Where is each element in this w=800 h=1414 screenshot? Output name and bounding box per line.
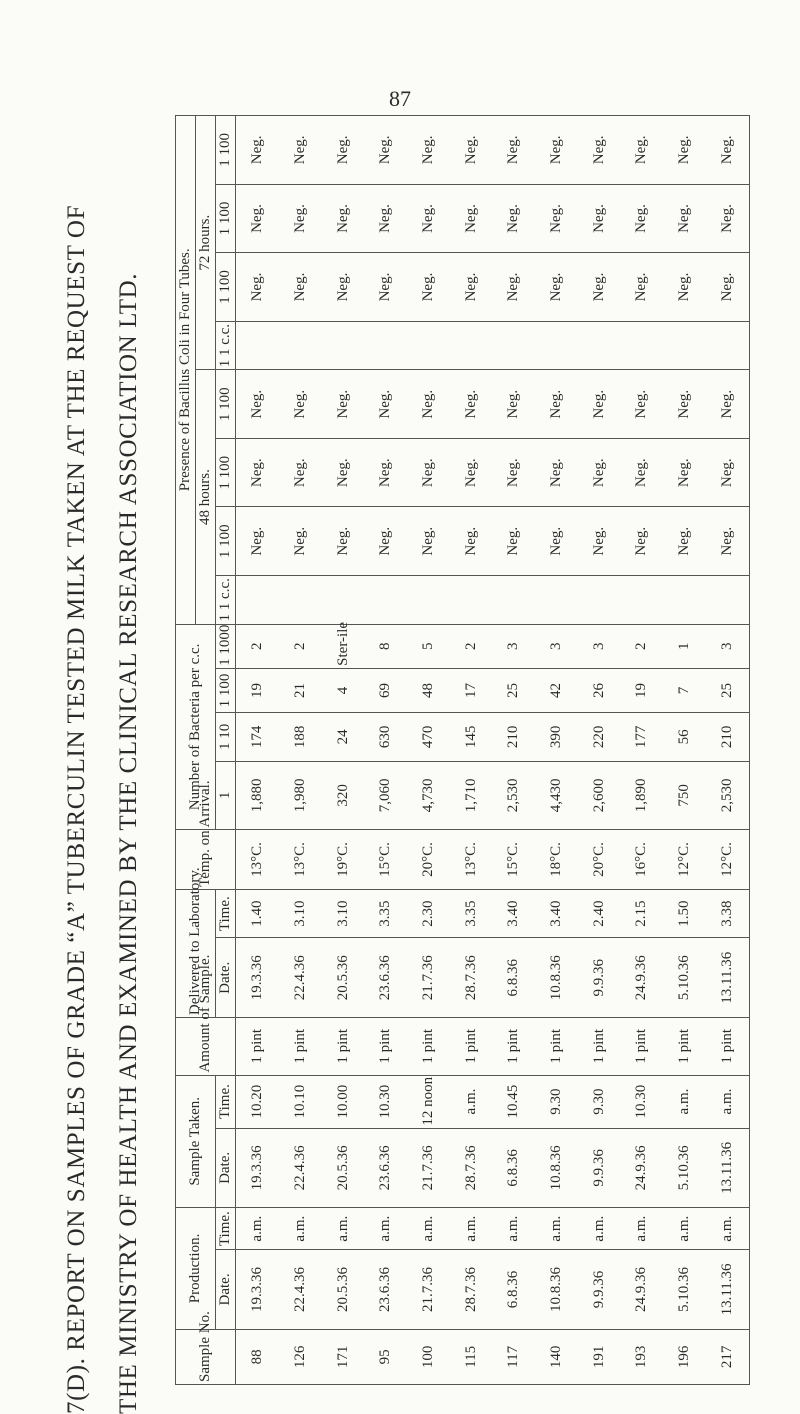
table-row bbox=[535, 116, 578, 1385]
cell-tube-72-2: Neg. bbox=[620, 253, 663, 322]
cell-bacteria-1000: 2 bbox=[620, 624, 663, 668]
cell-bacteria-10: 390 bbox=[535, 713, 578, 762]
cell-production-time: a.m. bbox=[365, 1208, 408, 1250]
cell-tube-48-3: Neg. bbox=[706, 438, 750, 507]
cell-tube-72-1 bbox=[365, 321, 408, 370]
cell-delivered-time: 3.10 bbox=[322, 889, 365, 938]
cell-tube-48-2: Neg. bbox=[407, 507, 450, 576]
cell-sample-no: 115 bbox=[450, 1329, 493, 1384]
cell-bacteria-10: 56 bbox=[663, 713, 706, 762]
cell-bacteria-1: 320 bbox=[322, 761, 365, 830]
cell-production-date: 22.4.36 bbox=[279, 1250, 322, 1330]
cell-delivered-date: 23.6.36 bbox=[365, 938, 408, 1018]
header-delivered: Delivered to Laboratory. bbox=[176, 889, 216, 1017]
cell-taken-time: 10.30 bbox=[365, 1075, 408, 1128]
cell-bacteria-1: 750 bbox=[663, 761, 706, 830]
cell-tube-72-2: Neg. bbox=[322, 253, 365, 322]
cell-bacteria-10: 210 bbox=[492, 713, 535, 762]
cell-bacteria-100: 42 bbox=[535, 668, 578, 712]
cell-tube-48-1 bbox=[706, 575, 750, 624]
cell-tube-72-1 bbox=[407, 321, 450, 370]
caption-line-2: THE MINISTRY OF HEALTH AND EXAMINED BY THE CLINICAL RESEARCH ASSOCIATION LTD. bbox=[115, 272, 142, 1414]
header-delivered-date: Date. bbox=[216, 938, 236, 1018]
cell-taken-date: 21.7.36 bbox=[407, 1128, 450, 1208]
cell-production-date: 10.8.36 bbox=[535, 1250, 578, 1330]
cell-tube-72-4: Neg. bbox=[365, 116, 408, 185]
header-72-tube-4: 1 100 bbox=[216, 116, 236, 185]
cell-bacteria-100: 4 bbox=[322, 668, 365, 712]
cell-tube-48-1 bbox=[450, 575, 493, 624]
cell-production-time: a.m. bbox=[279, 1208, 322, 1250]
cell-delivered-time: 3.40 bbox=[535, 889, 578, 938]
cell-temp: 13°C. bbox=[279, 830, 322, 890]
header-taken-date: Date. bbox=[216, 1128, 236, 1208]
cell-delivered-date: 9.9.36 bbox=[578, 938, 621, 1018]
cell-tube-48-2: Neg. bbox=[322, 507, 365, 576]
cell-tube-48-3: Neg. bbox=[620, 438, 663, 507]
cell-tube-72-1 bbox=[236, 321, 280, 370]
cell-bacteria-1: 1,880 bbox=[236, 761, 280, 830]
cell-production-date: 24.9.36 bbox=[620, 1250, 663, 1330]
table-row bbox=[450, 116, 493, 1385]
cell-bacteria-1: 7,060 bbox=[365, 761, 408, 830]
header-bacteria-1000: 1 1000 bbox=[216, 624, 236, 668]
cell-delivered-date: 19.3.36 bbox=[236, 938, 280, 1018]
header-temp: Temp. on Arrival. bbox=[176, 830, 236, 890]
cell-bacteria-10: 630 bbox=[365, 713, 408, 762]
cell-tube-72-1 bbox=[663, 321, 706, 370]
cell-sample-no: 100 bbox=[407, 1329, 450, 1384]
table-caption bbox=[45, 74, 155, 1414]
results-table bbox=[175, 115, 750, 1385]
cell-tube-48-3: Neg. bbox=[535, 438, 578, 507]
cell-tube-72-2: Neg. bbox=[663, 253, 706, 322]
header-48-tube-4: 1 100 bbox=[216, 370, 236, 439]
cell-temp: 18°C. bbox=[535, 830, 578, 890]
cell-amount: 1 pint bbox=[578, 1018, 621, 1075]
cell-tube-72-2: Neg. bbox=[407, 253, 450, 322]
cell-taken-date: 9.9.36 bbox=[578, 1128, 621, 1208]
cell-tube-72-3: Neg. bbox=[706, 184, 750, 253]
header-48-tube-2: 1 100 bbox=[216, 507, 236, 576]
cell-sample-no: 217 bbox=[706, 1329, 750, 1384]
cell-taken-date: 5.10.36 bbox=[663, 1128, 706, 1208]
cell-bacteria-10: 188 bbox=[279, 713, 322, 762]
cell-tube-48-2: Neg. bbox=[450, 507, 493, 576]
header-sample-taken: Sample Taken. bbox=[176, 1075, 216, 1208]
cell-tube-48-3: Neg. bbox=[322, 438, 365, 507]
cell-tube-48-1 bbox=[620, 575, 663, 624]
cell-temp: 20°C. bbox=[407, 830, 450, 890]
cell-bacteria-1000: 2 bbox=[279, 624, 322, 668]
cell-taken-date: 6.8.36 bbox=[492, 1128, 535, 1208]
table-row bbox=[236, 116, 280, 1385]
cell-tube-72-2: Neg. bbox=[279, 253, 322, 322]
header-presence: Presence of Bacillus Coli in Four Tubes. bbox=[176, 116, 196, 625]
cell-production-time: a.m. bbox=[407, 1208, 450, 1250]
cell-bacteria-1000: 2 bbox=[450, 624, 493, 668]
cell-bacteria-1000: 3 bbox=[578, 624, 621, 668]
cell-tube-72-3: Neg. bbox=[492, 184, 535, 253]
cell-tube-72-4: Neg. bbox=[663, 116, 706, 185]
cell-tube-48-3: Neg. bbox=[279, 438, 322, 507]
cell-production-time: a.m. bbox=[450, 1208, 493, 1250]
cell-bacteria-1000: 8 bbox=[365, 624, 408, 668]
cell-tube-72-3: Neg. bbox=[322, 184, 365, 253]
cell-production-time: a.m. bbox=[663, 1208, 706, 1250]
cell-production-date: 9.9.36 bbox=[578, 1250, 621, 1330]
cell-bacteria-1000: 2 bbox=[236, 624, 280, 668]
cell-bacteria-1: 4,730 bbox=[407, 761, 450, 830]
cell-tube-72-1 bbox=[322, 321, 365, 370]
cell-tube-48-2: Neg. bbox=[663, 507, 706, 576]
cell-tube-48-4: Neg. bbox=[236, 370, 280, 439]
cell-production-time: a.m. bbox=[535, 1208, 578, 1250]
cell-tube-48-2: Neg. bbox=[279, 507, 322, 576]
cell-sample-no: 117 bbox=[492, 1329, 535, 1384]
header-bacteria-100: 1 100 bbox=[216, 668, 236, 712]
cell-amount: 1 pint bbox=[450, 1018, 493, 1075]
header-48-tube-1: 1 1 c.c. bbox=[216, 575, 236, 624]
cell-tube-48-2: Neg. bbox=[620, 507, 663, 576]
cell-tube-72-3: Neg. bbox=[663, 184, 706, 253]
cell-temp: 15°C. bbox=[492, 830, 535, 890]
cell-bacteria-1000: 1 bbox=[663, 624, 706, 668]
cell-tube-72-2: Neg. bbox=[578, 253, 621, 322]
cell-production-date: 23.6.36 bbox=[365, 1250, 408, 1330]
cell-tube-72-3: Neg. bbox=[578, 184, 621, 253]
cell-sample-no: 95 bbox=[365, 1329, 408, 1384]
cell-taken-date: 13.11.36 bbox=[706, 1128, 750, 1208]
header-production-time: Time. bbox=[216, 1208, 236, 1250]
cell-production-date: 6.8.36 bbox=[492, 1250, 535, 1330]
cell-tube-72-2: Neg. bbox=[535, 253, 578, 322]
header-delivered-time: Time. bbox=[216, 889, 236, 938]
cell-tube-48-3: Neg. bbox=[407, 438, 450, 507]
cell-temp: 15°C. bbox=[365, 830, 408, 890]
header-sample-no: Sample No. bbox=[176, 1329, 236, 1384]
header-72-tube-1: 1 1 c.c. bbox=[216, 321, 236, 370]
cell-tube-48-4: Neg. bbox=[620, 370, 663, 439]
cell-tube-48-3: Neg. bbox=[578, 438, 621, 507]
cell-tube-48-1 bbox=[492, 575, 535, 624]
cell-production-time: a.m. bbox=[492, 1208, 535, 1250]
cell-tube-72-4: Neg. bbox=[492, 116, 535, 185]
header-48-hours: 48 hours. bbox=[196, 370, 216, 624]
cell-tube-72-4: Neg. bbox=[620, 116, 663, 185]
table-row bbox=[407, 116, 450, 1385]
header-72-tube-2: 1 100 bbox=[216, 253, 236, 322]
cell-bacteria-100: 25 bbox=[706, 668, 750, 712]
cell-tube-72-4: Neg. bbox=[407, 116, 450, 185]
cell-amount: 1 pint bbox=[407, 1018, 450, 1075]
cell-taken-date: 10.8.36 bbox=[535, 1128, 578, 1208]
cell-amount: 1 pint bbox=[322, 1018, 365, 1075]
cell-tube-72-4: Neg. bbox=[535, 116, 578, 185]
cell-temp: 13°C. bbox=[236, 830, 280, 890]
cell-bacteria-1: 2,530 bbox=[492, 761, 535, 830]
cell-bacteria-100: 26 bbox=[578, 668, 621, 712]
cell-delivered-time: 3.35 bbox=[365, 889, 408, 938]
cell-taken-date: 20.5.36 bbox=[322, 1128, 365, 1208]
cell-production-time: a.m. bbox=[620, 1208, 663, 1250]
cell-amount: 1 pint bbox=[535, 1018, 578, 1075]
cell-delivered-date: 24.9.36 bbox=[620, 938, 663, 1018]
cell-taken-time: 9.30 bbox=[578, 1075, 621, 1128]
cell-tube-48-1 bbox=[578, 575, 621, 624]
cell-bacteria-100: 19 bbox=[236, 668, 280, 712]
cell-taken-date: 24.9.36 bbox=[620, 1128, 663, 1208]
cell-sample-no: 191 bbox=[578, 1329, 621, 1384]
cell-bacteria-1: 4,430 bbox=[535, 761, 578, 830]
table-row bbox=[663, 116, 706, 1385]
table-row bbox=[365, 116, 408, 1385]
cell-tube-72-3: Neg. bbox=[450, 184, 493, 253]
caption-line-1: 7(D). REPORT ON SAMPLES OF GRADE “A” TUBERCULIN TESTED MILK TAKEN AT THE REQUEST OF bbox=[63, 204, 90, 1414]
cell-delivered-date: 5.10.36 bbox=[663, 938, 706, 1018]
cell-tube-48-3: Neg. bbox=[450, 438, 493, 507]
cell-taken-time: 10.20 bbox=[236, 1075, 280, 1128]
cell-bacteria-100: 25 bbox=[492, 668, 535, 712]
cell-delivered-date: 13.11.36 bbox=[706, 938, 750, 1018]
cell-tube-72-2: Neg. bbox=[450, 253, 493, 322]
header-bacteria-10: 1 10 bbox=[216, 713, 236, 762]
cell-bacteria-10: 210 bbox=[706, 713, 750, 762]
cell-tube-72-1 bbox=[450, 321, 493, 370]
cell-bacteria-10: 174 bbox=[236, 713, 280, 762]
cell-bacteria-10: 145 bbox=[450, 713, 493, 762]
cell-delivered-time: 1.50 bbox=[663, 889, 706, 938]
cell-delivered-time: 3.40 bbox=[492, 889, 535, 938]
cell-tube-48-4: Neg. bbox=[663, 370, 706, 439]
cell-bacteria-1: 1,710 bbox=[450, 761, 493, 830]
cell-taken-time: 10.30 bbox=[620, 1075, 663, 1128]
cell-amount: 1 pint bbox=[279, 1018, 322, 1075]
table-row bbox=[706, 116, 750, 1385]
cell-taken-time: a.m. bbox=[706, 1075, 750, 1128]
cell-production-time: a.m. bbox=[706, 1208, 750, 1250]
cell-bacteria-100: 21 bbox=[279, 668, 322, 712]
cell-production-date: 20.5.36 bbox=[322, 1250, 365, 1330]
cell-tube-72-4: Neg. bbox=[706, 116, 750, 185]
cell-sample-no: 196 bbox=[663, 1329, 706, 1384]
cell-tube-48-2: Neg. bbox=[535, 507, 578, 576]
cell-bacteria-100: 69 bbox=[365, 668, 408, 712]
cell-bacteria-1000: 3 bbox=[535, 624, 578, 668]
cell-production-time: a.m. bbox=[236, 1208, 280, 1250]
cell-tube-48-2: Neg. bbox=[578, 507, 621, 576]
cell-tube-48-2: Neg. bbox=[492, 507, 535, 576]
cell-taken-time: 9.30 bbox=[535, 1075, 578, 1128]
cell-sample-no: 193 bbox=[620, 1329, 663, 1384]
cell-tube-72-4: Neg. bbox=[450, 116, 493, 185]
cell-tube-48-4: Neg. bbox=[578, 370, 621, 439]
cell-production-date: 5.10.36 bbox=[663, 1250, 706, 1330]
cell-tube-72-2: Neg. bbox=[365, 253, 408, 322]
cell-taken-time: a.m. bbox=[450, 1075, 493, 1128]
cell-bacteria-1000: 3 bbox=[706, 624, 750, 668]
cell-delivered-time: 2.15 bbox=[620, 889, 663, 938]
cell-tube-48-4: Neg. bbox=[365, 370, 408, 439]
cell-tube-72-3: Neg. bbox=[407, 184, 450, 253]
cell-tube-72-4: Neg. bbox=[322, 116, 365, 185]
cell-delivered-date: 21.7.36 bbox=[407, 938, 450, 1018]
cell-delivered-time: 2.40 bbox=[578, 889, 621, 938]
cell-tube-48-4: Neg. bbox=[492, 370, 535, 439]
cell-delivered-time: 2.30 bbox=[407, 889, 450, 938]
header-production: Production. bbox=[176, 1208, 216, 1330]
cell-delivered-date: 28.7.36 bbox=[450, 938, 493, 1018]
cell-taken-date: 19.3.36 bbox=[236, 1128, 280, 1208]
cell-bacteria-100: 48 bbox=[407, 668, 450, 712]
cell-tube-72-4: Neg. bbox=[578, 116, 621, 185]
cell-tube-72-4: Neg. bbox=[236, 116, 280, 185]
cell-tube-72-2: Neg. bbox=[492, 253, 535, 322]
header-bacteria-1: 1 bbox=[216, 761, 236, 830]
cell-amount: 1 pint bbox=[365, 1018, 408, 1075]
cell-temp: 16°C. bbox=[620, 830, 663, 890]
cell-tube-48-4: Neg. bbox=[279, 370, 322, 439]
table-row bbox=[492, 116, 535, 1385]
cell-bacteria-10: 470 bbox=[407, 713, 450, 762]
cell-amount: 1 pint bbox=[492, 1018, 535, 1075]
cell-temp: 13°C. bbox=[450, 830, 493, 890]
cell-temp: 19°C. bbox=[322, 830, 365, 890]
cell-sample-no: 126 bbox=[279, 1329, 322, 1384]
cell-tube-72-3: Neg. bbox=[279, 184, 322, 253]
cell-taken-time: 10.45 bbox=[492, 1075, 535, 1128]
cell-temp: 12°C. bbox=[706, 830, 750, 890]
cell-tube-72-3: Neg. bbox=[236, 184, 280, 253]
cell-temp: 20°C. bbox=[578, 830, 621, 890]
table-row bbox=[578, 116, 621, 1385]
cell-delivered-time: 3.35 bbox=[450, 889, 493, 938]
cell-taken-time: 12 noon bbox=[407, 1075, 450, 1128]
header-amount: Amount of Sample. bbox=[176, 1018, 236, 1075]
cell-tube-72-1 bbox=[535, 321, 578, 370]
cell-tube-72-2: Neg. bbox=[236, 253, 280, 322]
cell-taken-date: 22.4.36 bbox=[279, 1128, 322, 1208]
cell-tube-48-3: Neg. bbox=[663, 438, 706, 507]
cell-delivered-time: 1.40 bbox=[236, 889, 280, 938]
cell-delivered-date: 20.5.36 bbox=[322, 938, 365, 1018]
cell-production-date: 13.11.36 bbox=[706, 1250, 750, 1330]
cell-tube-72-3: Neg. bbox=[620, 184, 663, 253]
cell-tube-72-3: Neg. bbox=[535, 184, 578, 253]
cell-bacteria-1: 1,890 bbox=[620, 761, 663, 830]
cell-tube-48-1 bbox=[365, 575, 408, 624]
table-row bbox=[322, 116, 365, 1385]
cell-tube-72-1 bbox=[620, 321, 663, 370]
results-table-container bbox=[175, 115, 750, 1385]
header-bacteria: Number of Bacteria per c.c. bbox=[176, 624, 216, 830]
cell-tube-48-2: Neg. bbox=[236, 507, 280, 576]
cell-tube-48-4: Neg. bbox=[535, 370, 578, 439]
cell-tube-48-2: Neg. bbox=[365, 507, 408, 576]
cell-temp: 12°C. bbox=[663, 830, 706, 890]
cell-sample-no: 88 bbox=[236, 1329, 280, 1384]
cell-production-date: 28.7.36 bbox=[450, 1250, 493, 1330]
cell-amount: 1 pint bbox=[663, 1018, 706, 1075]
cell-taken-date: 23.6.36 bbox=[365, 1128, 408, 1208]
cell-delivered-time: 3.38 bbox=[706, 889, 750, 938]
cell-tube-48-2: Neg. bbox=[706, 507, 750, 576]
cell-sample-no: 171 bbox=[322, 1329, 365, 1384]
cell-tube-48-3: Neg. bbox=[236, 438, 280, 507]
cell-tube-48-1 bbox=[279, 575, 322, 624]
cell-tube-72-3: Neg. bbox=[365, 184, 408, 253]
cell-production-date: 21.7.36 bbox=[407, 1250, 450, 1330]
cell-tube-72-1 bbox=[279, 321, 322, 370]
table-row bbox=[279, 116, 322, 1385]
cell-amount: 1 pint bbox=[620, 1018, 663, 1075]
header-72-hours: 72 hours. bbox=[196, 116, 216, 370]
cell-tube-48-4: Neg. bbox=[407, 370, 450, 439]
cell-bacteria-10: 177 bbox=[620, 713, 663, 762]
cell-delivered-time: 3.10 bbox=[279, 889, 322, 938]
cell-tube-72-1 bbox=[578, 321, 621, 370]
header-production-date: Date. bbox=[216, 1250, 236, 1330]
cell-bacteria-100: 17 bbox=[450, 668, 493, 712]
cell-production-time: a.m. bbox=[322, 1208, 365, 1250]
table-row bbox=[620, 116, 663, 1385]
cell-taken-time: a.m. bbox=[663, 1075, 706, 1128]
cell-bacteria-100: 19 bbox=[620, 668, 663, 712]
cell-taken-date: 28.7.36 bbox=[450, 1128, 493, 1208]
cell-tube-72-4: Neg. bbox=[279, 116, 322, 185]
cell-production-date: 19.3.36 bbox=[236, 1250, 280, 1330]
header-72-tube-3: 1 100 bbox=[216, 184, 236, 253]
cell-bacteria-1000: 3 bbox=[492, 624, 535, 668]
header-taken-time: Time. bbox=[216, 1075, 236, 1128]
cell-tube-48-4: Neg. bbox=[322, 370, 365, 439]
cell-bacteria-1000: 5 bbox=[407, 624, 450, 668]
cell-tube-48-1 bbox=[322, 575, 365, 624]
cell-production-time: a.m. bbox=[578, 1208, 621, 1250]
cell-bacteria-1000: Ster-ile bbox=[322, 624, 365, 668]
cell-tube-48-4: Neg. bbox=[450, 370, 493, 439]
cell-bacteria-10: 24 bbox=[322, 713, 365, 762]
cell-delivered-date: 22.4.36 bbox=[279, 938, 322, 1018]
cell-tube-48-1 bbox=[236, 575, 280, 624]
cell-delivered-date: 10.8.36 bbox=[535, 938, 578, 1018]
cell-bacteria-1: 2,530 bbox=[706, 761, 750, 830]
cell-sample-no: 140 bbox=[535, 1329, 578, 1384]
cell-tube-48-1 bbox=[535, 575, 578, 624]
page-number: 87 bbox=[389, 86, 411, 111]
cell-tube-72-2: Neg. bbox=[706, 253, 750, 322]
cell-amount: 1 pint bbox=[236, 1018, 280, 1075]
cell-tube-72-1 bbox=[706, 321, 750, 370]
cell-taken-time: 10.00 bbox=[322, 1075, 365, 1128]
header-48-tube-3: 1 100 bbox=[216, 438, 236, 507]
cell-delivered-date: 6.8.36 bbox=[492, 938, 535, 1018]
cell-bacteria-1: 2,600 bbox=[578, 761, 621, 830]
cell-tube-48-4: Neg. bbox=[706, 370, 750, 439]
cell-bacteria-1: 1,980 bbox=[279, 761, 322, 830]
cell-tube-48-1 bbox=[407, 575, 450, 624]
cell-tube-48-3: Neg. bbox=[365, 438, 408, 507]
cell-bacteria-100: 7 bbox=[663, 668, 706, 712]
cell-taken-time: 10.10 bbox=[279, 1075, 322, 1128]
cell-tube-48-1 bbox=[663, 575, 706, 624]
cell-amount: 1 pint bbox=[706, 1018, 750, 1075]
cell-bacteria-10: 220 bbox=[578, 713, 621, 762]
cell-tube-48-3: Neg. bbox=[492, 438, 535, 507]
cell-tube-72-1 bbox=[492, 321, 535, 370]
